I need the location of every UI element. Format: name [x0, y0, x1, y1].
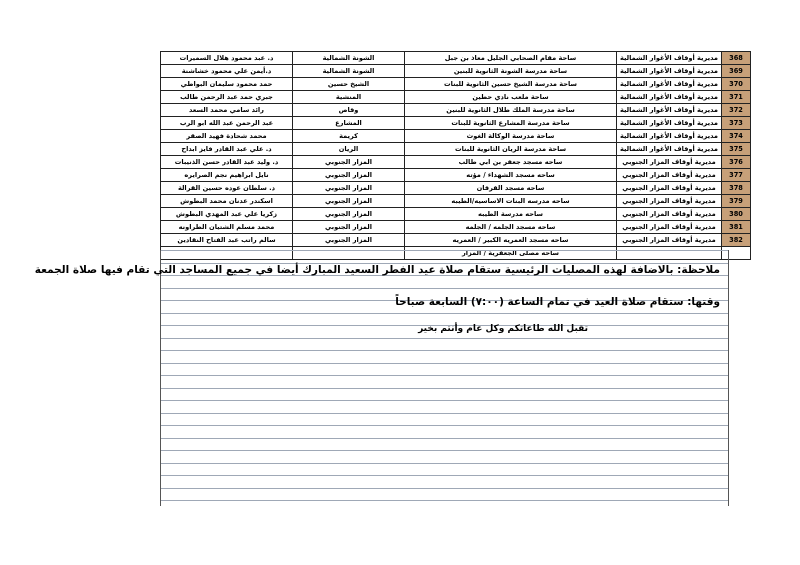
row-number: 370 — [722, 78, 751, 91]
note-greeting: تقبل الله طاعاتكم وكل عام وأنتم بخير — [418, 324, 588, 334]
table-row — [161, 221, 751, 234]
row-number: 371 — [722, 91, 751, 104]
table-row — [161, 208, 751, 221]
directorate-cell: مديرية أوقاف المزار الجنوبي — [617, 156, 722, 169]
site-cell: ساحه مدرسة الطيبه — [405, 208, 617, 221]
area-cell: المزار الجنوبي — [293, 234, 405, 247]
directorate-cell: مديرية أوقاف المزار الجنوبي — [617, 221, 722, 234]
ruled-line — [161, 425, 728, 426]
directorate-cell: مديرية أوقاف المزار الجنوبي — [617, 208, 722, 221]
directorate-cell: مديرية أوقاف الأغوار الشمالية — [617, 130, 722, 143]
site-cell: ساحه مصلى الجعفرية / المزار — [405, 247, 617, 260]
area-cell: كريمة — [293, 130, 405, 143]
site-cell: ساحه مدرسه البنات الاساسيه/الطيبه — [405, 195, 617, 208]
row-number: 381 — [722, 221, 751, 234]
row-number: 377 — [722, 169, 751, 182]
area-cell: الشونة الشمالية — [293, 52, 405, 65]
site-cell: ساحة مدرسة الريان الثانوية للبنات — [405, 143, 617, 156]
site-cell: ساحه مسجد العمريه الكبير / العمريه — [405, 234, 617, 247]
area-cell: الشونة الشمالية — [293, 65, 405, 78]
table-row — [161, 143, 751, 156]
table-row — [161, 156, 751, 169]
area-cell: الريان — [293, 143, 405, 156]
directorate-cell: مديرية أوقاف الأغوار الشمالية — [617, 104, 722, 117]
table-row — [161, 195, 751, 208]
ruled-line — [161, 288, 728, 289]
row-number: 369 — [722, 65, 751, 78]
ruled-line — [161, 413, 728, 414]
ruled-line — [161, 475, 728, 476]
imam-cell: جبري حمد عبد الرحمن طالب — [161, 91, 293, 104]
imam-cell: حمد محمود سليمان البواطي — [161, 78, 293, 91]
table-row — [161, 117, 751, 130]
directorate-cell: مديرية أوقاف الأغوار الشمالية — [617, 65, 722, 78]
row-number: 375 — [722, 143, 751, 156]
directorate-cell: مديرية أوقاف المزار الجنوبي — [617, 182, 722, 195]
imam-cell: عبد الرحمن عبد الله ابو الرب — [161, 117, 293, 130]
area-cell: المزار الجنوبي — [293, 208, 405, 221]
directorate-cell: مديرية أوقاف الأغوار الشمالية — [617, 117, 722, 130]
ruled-line — [161, 438, 728, 439]
directorate-cell: مديرية أوقاف الأغوار الشمالية — [617, 52, 722, 65]
ruled-line — [161, 400, 728, 401]
imam-cell: رائد سامي محمد السعد — [161, 104, 293, 117]
area-cell: المزار الجنوبي — [293, 195, 405, 208]
table-row — [161, 78, 751, 91]
table-row — [161, 52, 751, 65]
imam-cell: د. علي عبد القادر فايز ابداح — [161, 143, 293, 156]
directorate-cell: مديرية أوقاف المزار الجنوبي — [617, 169, 722, 182]
ruled-line — [161, 388, 728, 389]
row-number: 378 — [722, 182, 751, 195]
imam-cell: اسكندر عدنان محمد البطوش — [161, 195, 293, 208]
directorate-cell: مديرية أوقاف المزار الجنوبي — [617, 234, 722, 247]
row-number: 376 — [722, 156, 751, 169]
area-cell: المزار الجنوبي — [293, 156, 405, 169]
imam-cell: زكريا علي عبد المهدي البطوش — [161, 208, 293, 221]
ruled-line — [161, 488, 728, 489]
ruled-line — [161, 338, 728, 339]
table-row — [161, 65, 751, 78]
directorate-cell: مديرية أوقاف الأغوار الشمالية — [617, 91, 722, 104]
site-cell: ساحة مدرسة الشونة الثانوية للبنين — [405, 65, 617, 78]
table-row — [161, 234, 751, 247]
row-number: 372 — [722, 104, 751, 117]
row-number: 368 — [722, 52, 751, 65]
imam-cell: محمد شحادة فهيد الصقر — [161, 130, 293, 143]
row-number: 382 — [722, 234, 751, 247]
row-number: 380 — [722, 208, 751, 221]
site-cell: ساحة مدرسة الملك طلال الثانوية للبنين — [405, 104, 617, 117]
area-cell: الشيخ حسين — [293, 78, 405, 91]
area-cell: المزار الجنوبي — [293, 169, 405, 182]
ruled-line — [161, 363, 728, 364]
site-cell: ساحه مسجد الشهداء / مؤته — [405, 169, 617, 182]
site-cell: ساحة مقام الصحابي الجليل معاذ بن جبل — [405, 52, 617, 65]
directorate-cell: مديرية أوقاف المزار الجنوبي — [617, 195, 722, 208]
directorate-cell: مديرية أوقاف الأغوار الشمالية — [617, 78, 722, 91]
site-cell: ساحة مدرسة الشيخ حسين الثانوية للبنات — [405, 78, 617, 91]
table-row — [161, 130, 751, 143]
row-number: 374 — [722, 130, 751, 143]
site-cell: ساحة ملعب نادي حطين — [405, 91, 617, 104]
site-cell: ساحه مسجد جعفر بن ابي طالب — [405, 156, 617, 169]
area-cell: المزار الجنوبي — [293, 221, 405, 234]
ruled-line — [161, 350, 728, 351]
directorate-cell: مديرية أوقاف الأغوار الشمالية — [617, 143, 722, 156]
ruled-line — [161, 463, 728, 464]
site-cell: ساحه مسجد الجلمه / الجلمه — [405, 221, 617, 234]
ruled-line — [161, 250, 728, 251]
ruled-line — [161, 500, 728, 501]
row-number: 379 — [722, 195, 751, 208]
note-additional-mosques: ملاحظة: بالاضافة لهذه المصليات الرئيسية ستقام صلاة عيد الفطر السعيد المبارك أيضا في جميع المساجد التي تقام فيها صلاة الجمعة — [34, 264, 720, 276]
imam-cell: د.أيمن علي محمود خشاشنة — [161, 65, 293, 78]
imam-cell: د. سلطان عوده حسين القرالة — [161, 182, 293, 195]
table-row — [161, 182, 751, 195]
area-cell: وقاص — [293, 104, 405, 117]
prayer-sites-table — [160, 51, 751, 260]
notes-area — [34, 250, 729, 506]
area-cell: المشارع — [293, 117, 405, 130]
site-cell: ساحه مسجد القرقان — [405, 182, 617, 195]
imam-cell: د. عبد محمود هلال السميرات — [161, 52, 293, 65]
imam-cell: محمد مسلم الشتيان الطراونه — [161, 221, 293, 234]
site-cell: ساحة مدرسة المشارع الثانوية للبنات — [405, 117, 617, 130]
ruled-line — [161, 375, 728, 376]
table-row — [161, 91, 751, 104]
imam-cell: سالم راتب عبد الفتاح النقادين — [161, 234, 293, 247]
ruled-line — [161, 313, 728, 314]
area-cell: المنشية — [293, 91, 405, 104]
note-prayer-time: وقتها: ستقام صلاة العيد في تمام الساعة (٧:٠٠) السابعة صباحاً — [395, 296, 720, 308]
table-row — [161, 104, 751, 117]
area-cell: المزار الجنوبي — [293, 182, 405, 195]
ruled-line — [161, 450, 728, 451]
imam-cell: نايل ابراهيم نجم الصرايره — [161, 169, 293, 182]
site-cell: ساحة مدرسة الوكالة الغوث — [405, 130, 617, 143]
table-row — [161, 169, 751, 182]
schedule-table-wrapper — [160, 51, 743, 260]
row-number: 373 — [722, 117, 751, 130]
imam-cell: د. وليد عبد القادر حسن الذنيبات — [161, 156, 293, 169]
